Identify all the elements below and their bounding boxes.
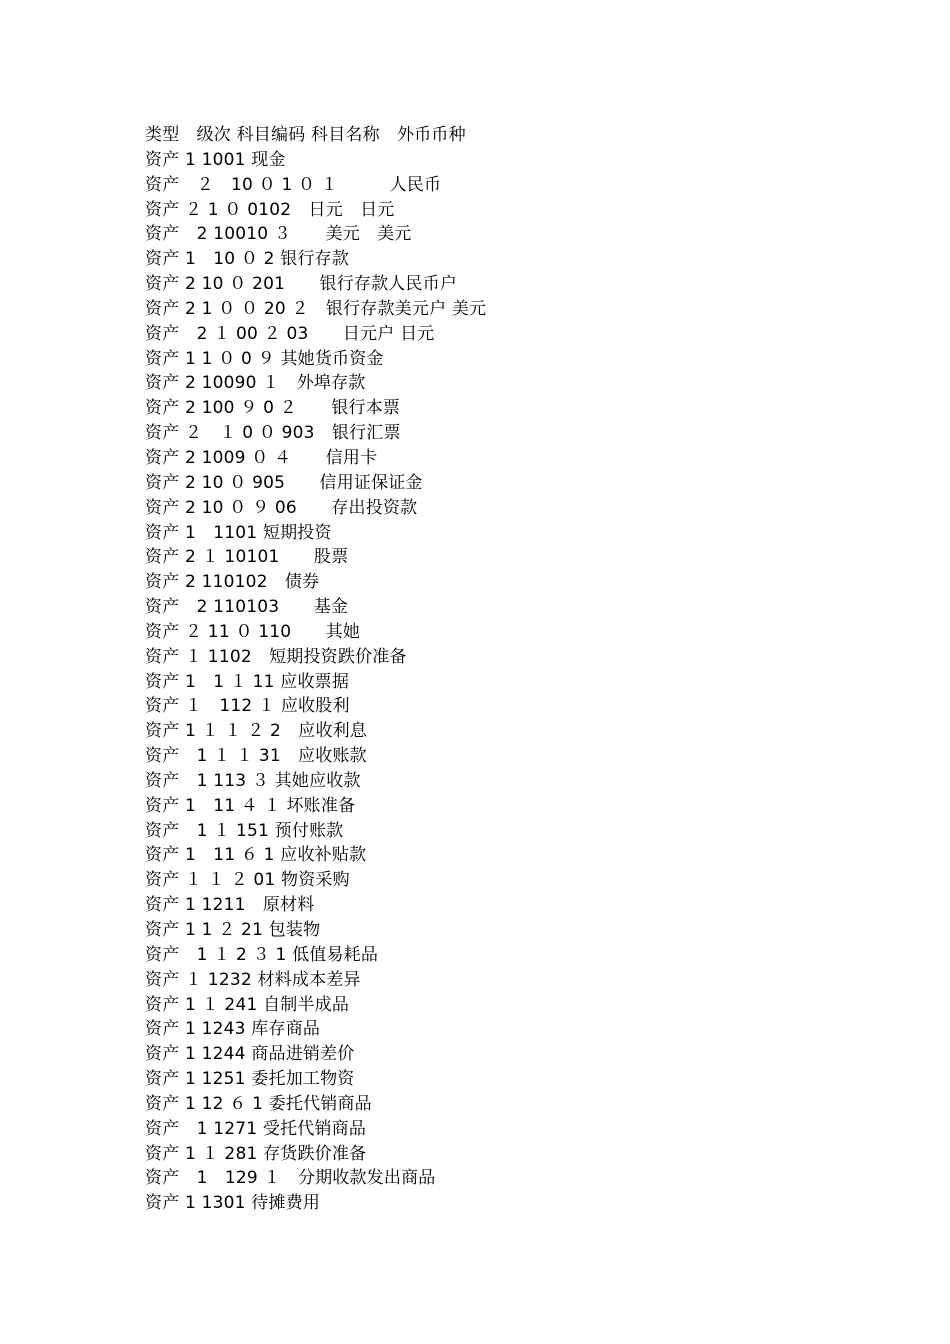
account-line: 资产 1 1 ２ 21 包装物 [145, 920, 321, 940]
account-line: 资产 ２ 1 ０ 0102 日元 日元 [145, 199, 395, 220]
account-line: 资产 ２ 11 ０ 110 其她 [145, 621, 361, 642]
account-line: 资产 ２ 10 ０ 1 ０ １ 人民币 [145, 174, 442, 195]
account-line: 资产 2 10 ０ ９ 06 存出投资款 [145, 497, 418, 518]
account-line: 资产 1 12 ６ 1 委托代销商品 [145, 1093, 372, 1114]
account-line: 资产 １ 1102 短期投资跌价准备 [145, 646, 407, 667]
account-line: 资产 1 １ 151 预付账款 [145, 820, 344, 841]
account-line: 资产 2 10090 １ 外埠存款 [145, 373, 366, 394]
account-line: 资产 1 11 ６ 1 应收补贴款 [145, 845, 367, 866]
account-line: 资产 1 1001 现金 [145, 149, 286, 170]
column-header-line: 类型 级次 科目编码 科目名称 外币币种 [145, 125, 466, 145]
account-line: 资产 1 1244 商品进销差价 [145, 1044, 355, 1065]
account-line: 资产 1 １ 2 ３ 1 低值易耗品 [145, 944, 379, 965]
account-line: 资产 1 113 ３ 其她应收款 [145, 770, 361, 791]
account-line: 资产 1 1 １ 11 应收票据 [145, 671, 350, 692]
account-line: 资产 1 129 １ 分期收款发出商品 [145, 1168, 436, 1189]
account-line: 资产 1 1251 委托加工物资 [145, 1069, 355, 1090]
account-line: 资产 2 10010 ３ 美元 美元 [145, 224, 412, 245]
account-line: 资产 1 １ １ 31 应收账款 [145, 746, 367, 767]
text-body [145, 123, 845, 1216]
account-line: 资产 1 １ 241 自制半成品 [145, 994, 350, 1015]
account-line: 资产 2 1009 ０ ４ 信用卡 [145, 447, 378, 468]
account-line: 资产 １ 1232 材料成本差异 [145, 969, 361, 990]
account-line: 资产 2 10 ０ 905 信用证保证金 [145, 472, 423, 493]
account-line: 资产 1 １ 281 存货跌价准备 [145, 1143, 367, 1164]
account-line: 资产 2 100 ９ 0 ２ 银行本票 [145, 398, 401, 419]
account-line: 资产 １ 112 １ 应收股利 [145, 696, 350, 717]
account-line: 资产 1 1243 库存商品 [145, 1019, 321, 1040]
account-line: 资产 1 11 ４ １ 坏账准备 [145, 795, 356, 816]
account-line: 资产 1 １ １ ２ 2 应收利息 [145, 721, 368, 742]
account-line: 资产 2 １ 10101 股票 [145, 547, 349, 568]
account-line: 资产 2 1 ０ ０ 20 ２ 银行存款美元户 美元 [145, 298, 487, 319]
account-line: 资产 2 １ 00 ２ 03 日元户 日元 [145, 323, 435, 344]
account-line: 资产 1 1301 待摊费用 [145, 1193, 321, 1214]
account-line: 资产 2 10 ０ 201 银行存款人民币户 [145, 274, 458, 295]
account-line: 资产 ２ １ 0 ０ 903 银行汇票 [145, 423, 401, 444]
account-line: 资产 1 1101 短期投资 [145, 522, 332, 543]
account-line: 资产 1 1 ０ 0 ９ 其她货币资金 [145, 348, 384, 369]
account-line: 资产 1 10 ０ 2 银行存款 [145, 249, 350, 270]
account-line: 资产 1 1271 受托代销商品 [145, 1118, 367, 1139]
account-line: 资产 １ １ ２ 01 物资采购 [145, 870, 350, 891]
account-line: 资产 1 1211 原材料 [145, 895, 315, 916]
account-line: 资产 2 110102 债券 [145, 572, 320, 593]
account-line: 资产 2 110103 基金 [145, 597, 349, 618]
